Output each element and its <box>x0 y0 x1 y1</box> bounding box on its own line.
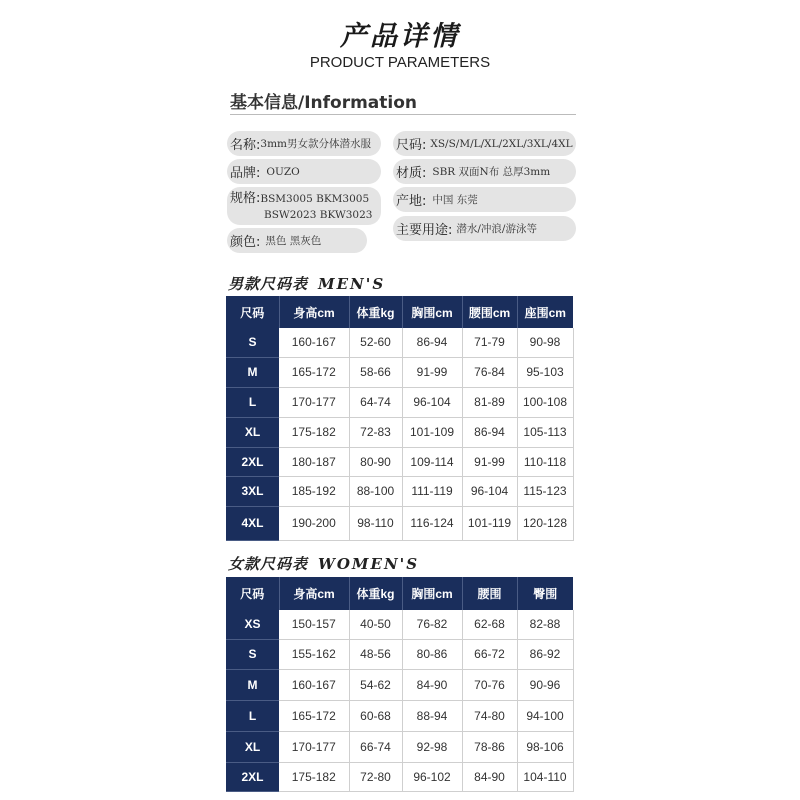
table-cell: 58-66 <box>349 357 402 387</box>
table-cell: 98-106 <box>517 731 573 762</box>
table-cell: 76-84 <box>462 357 517 387</box>
table-cell: 180-187 <box>279 447 349 476</box>
table-cell: 101-109 <box>402 417 462 447</box>
table-cell: 84-90 <box>462 762 517 791</box>
info-origin-key: 产地: <box>396 194 427 209</box>
size-label-cell: S <box>226 328 279 357</box>
column-header: 身高cm <box>279 577 349 610</box>
info-spec-key: 规格: <box>230 191 261 206</box>
table-cell: 185-192 <box>279 476 349 506</box>
info-spec-value-line1: BSM3005 BKM3005 <box>260 193 370 205</box>
size-label-cell: 2XL <box>226 762 279 791</box>
table-cell: 98-110 <box>349 506 402 540</box>
table-cell: 160-167 <box>279 328 349 357</box>
table-row <box>226 447 573 476</box>
table-cell: 170-177 <box>279 387 349 417</box>
table-cell: 116-124 <box>402 506 462 540</box>
table-cell: 74-80 <box>462 700 517 731</box>
info-brand-key: 品牌: <box>230 166 261 181</box>
info-usage-value: 潜水/冲浪/游泳等 <box>456 223 537 235</box>
info-name-key: 名称: <box>230 138 261 153</box>
table-cell: 94-100 <box>517 700 573 731</box>
table-cell: 88-94 <box>402 700 462 731</box>
table-cell: 86-94 <box>462 417 517 447</box>
table-cell: 165-172 <box>279 357 349 387</box>
table-cell: 105-113 <box>517 417 573 447</box>
table-cell: 175-182 <box>279 417 349 447</box>
info-material-key: 材质: <box>396 166 427 181</box>
column-header: 体重kg <box>349 577 402 610</box>
size-label-cell: M <box>226 669 279 700</box>
table-cell: 62-68 <box>462 610 517 639</box>
table-cell: 84-90 <box>402 669 462 700</box>
table-cell: 92-98 <box>402 731 462 762</box>
table-cell: 86-92 <box>517 639 573 669</box>
column-header: 胸围cm <box>402 296 462 328</box>
info-color-value: 黑色 黑灰色 <box>265 235 322 247</box>
info-brand <box>227 159 381 184</box>
column-header: 身高cm <box>279 296 349 328</box>
column-header: 胸围cm <box>402 577 462 610</box>
table-cell: 60-68 <box>349 700 402 731</box>
table-cell: 160-167 <box>279 669 349 700</box>
info-usage <box>393 216 576 241</box>
info-material <box>393 159 576 184</box>
table-cell: 48-56 <box>349 639 402 669</box>
table-cell: 165-172 <box>279 700 349 731</box>
table-cell: 170-177 <box>279 731 349 762</box>
size-label-cell: XS <box>226 610 279 639</box>
table-cell: 120-128 <box>517 506 573 540</box>
table-cell: 100-108 <box>517 387 573 417</box>
table-cell: 115-123 <box>517 476 573 506</box>
column-header: 座围cm <box>517 296 573 328</box>
table-cell: 88-100 <box>349 476 402 506</box>
table-row <box>226 387 573 417</box>
table-cell: 86-94 <box>402 328 462 357</box>
table-row <box>226 476 573 506</box>
info-divider <box>230 114 576 115</box>
table-cell: 155-162 <box>279 639 349 669</box>
table-cell: 96-104 <box>462 476 517 506</box>
info-size-value: XS/S/M/L/XL/2XL/3XL/4XL <box>430 137 573 150</box>
size-label-cell: M <box>226 357 279 387</box>
table-cell: 54-62 <box>349 669 402 700</box>
table-cell: 101-119 <box>462 506 517 540</box>
womens-size-table <box>226 577 574 792</box>
info-spec <box>227 187 381 225</box>
info-usage-key: 主要用途: <box>396 223 453 238</box>
table-row <box>226 731 573 762</box>
column-header: 尺码 <box>226 577 279 610</box>
table-row <box>226 328 573 357</box>
table-cell: 109-114 <box>402 447 462 476</box>
table-row <box>226 700 573 731</box>
womens-chart-title-cn: 女款尺码表 <box>228 555 309 573</box>
info-name <box>227 131 381 156</box>
table-cell: 40-50 <box>349 610 402 639</box>
table-cell: 90-98 <box>517 328 573 357</box>
info-material-value: SBR 双面N布 总厚3mm <box>432 166 551 178</box>
table-row <box>226 357 573 387</box>
info-size <box>393 131 576 156</box>
table-cell: 96-104 <box>402 387 462 417</box>
info-spec-value-line2: BSW2023 BKW3023 <box>264 209 373 221</box>
info-origin-value: 中国 东莞 <box>432 194 478 206</box>
info-origin <box>393 187 576 212</box>
table-cell: 110-118 <box>517 447 573 476</box>
size-label-cell: XL <box>226 417 279 447</box>
size-label-cell: S <box>226 639 279 669</box>
table-cell: 64-74 <box>349 387 402 417</box>
mens-chart-title-cn: 男款尺码表 <box>228 275 309 293</box>
page-subtitle: PRODUCT PARAMETERS <box>309 54 491 71</box>
table-cell: 95-103 <box>517 357 573 387</box>
womens-chart-title-en: WOMEN'S <box>318 555 420 573</box>
info-name-value: 3mm男女款分体潜水服 <box>260 138 371 150</box>
page-title: 产品详情 <box>340 21 460 52</box>
table-cell: 52-60 <box>349 328 402 357</box>
column-header: 臀围 <box>517 577 573 610</box>
table-cell: 70-76 <box>462 669 517 700</box>
table-cell: 90-96 <box>517 669 573 700</box>
table-cell: 190-200 <box>279 506 349 540</box>
table-header-row <box>226 577 573 610</box>
table-row <box>226 506 573 540</box>
table-cell: 91-99 <box>462 447 517 476</box>
table-cell: 111-119 <box>402 476 462 506</box>
size-label-cell: L <box>226 387 279 417</box>
table-cell: 66-74 <box>349 731 402 762</box>
table-cell: 82-88 <box>517 610 573 639</box>
column-header: 尺码 <box>226 296 279 328</box>
mens-chart-title <box>228 273 385 294</box>
table-cell: 175-182 <box>279 762 349 791</box>
table-cell: 96-102 <box>402 762 462 791</box>
info-brand-value: OUZO <box>266 165 300 178</box>
table-cell: 81-89 <box>462 387 517 417</box>
size-label-cell: XL <box>226 731 279 762</box>
size-label-cell: 3XL <box>226 476 279 506</box>
table-row <box>226 610 573 639</box>
size-label-cell: 4XL <box>226 506 279 540</box>
size-label-cell: L <box>226 700 279 731</box>
info-color-key: 颜色: <box>230 235 261 250</box>
mens-chart-title-en: MEN'S <box>318 275 386 293</box>
column-header: 腰围 <box>462 577 517 610</box>
mens-size-table <box>226 296 574 541</box>
size-label-cell: 2XL <box>226 447 279 476</box>
table-cell: 80-90 <box>349 447 402 476</box>
table-cell: 104-110 <box>517 762 573 791</box>
table-row <box>226 417 573 447</box>
table-row <box>226 669 573 700</box>
table-cell: 80-86 <box>402 639 462 669</box>
table-cell: 76-82 <box>402 610 462 639</box>
info-size-key: 尺码: <box>396 138 427 153</box>
table-cell: 78-86 <box>462 731 517 762</box>
info-color <box>227 228 367 253</box>
table-cell: 71-79 <box>462 328 517 357</box>
table-row <box>226 762 573 791</box>
table-cell: 91-99 <box>402 357 462 387</box>
table-cell: 72-80 <box>349 762 402 791</box>
info-heading: 基本信息/Information <box>230 93 418 113</box>
column-header: 体重kg <box>349 296 402 328</box>
table-cell: 66-72 <box>462 639 517 669</box>
table-header-row <box>226 296 573 328</box>
table-cell: 72-83 <box>349 417 402 447</box>
column-header: 腰围cm <box>462 296 517 328</box>
table-row <box>226 639 573 669</box>
womens-chart-title <box>228 553 419 574</box>
table-cell: 150-157 <box>279 610 349 639</box>
